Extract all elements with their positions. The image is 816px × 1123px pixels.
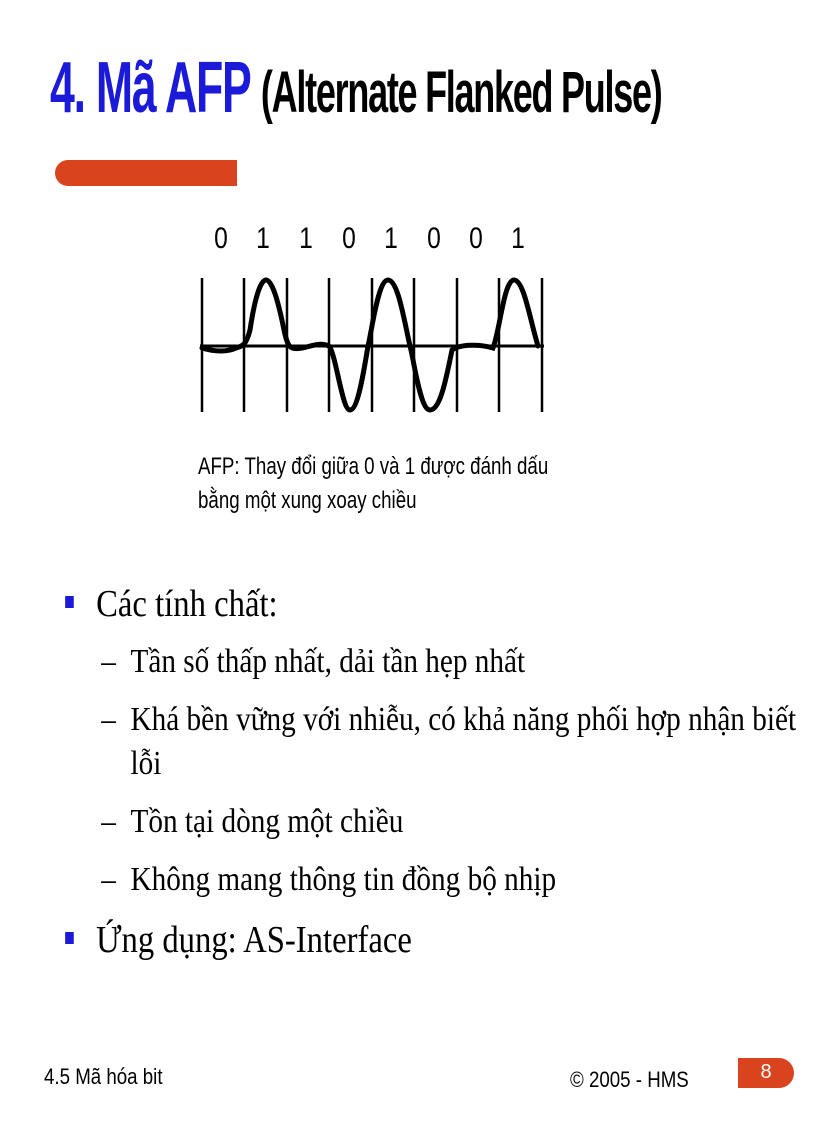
sub-bullet-text: Tồn tại dòng một chiều — [130, 803, 404, 840]
afp-signal-diagram — [190, 270, 560, 420]
title-subtitle: (Alternate Flanked Pulse) — [260, 60, 662, 125]
diagram-caption — [198, 450, 548, 518]
slide-content — [60, 580, 797, 976]
sub-bullet-text: Tần số thấp nhất, dải tần hẹp nhất — [130, 643, 526, 680]
slide-title — [50, 48, 662, 128]
bit-label: 1 — [384, 222, 398, 255]
caption-line-1: AFP: Thay đổi giữa 0 và 1 được đánh dấu — [198, 453, 549, 480]
footer-section: 4.5 Mã hóa bit — [44, 1064, 163, 1089]
bit-label: 0 — [469, 222, 483, 255]
bit-label: 1 — [511, 222, 525, 255]
sub-bullet-item — [60, 698, 816, 786]
bit-label: 1 — [299, 222, 313, 255]
bit-label: 0 — [214, 222, 228, 255]
accent-bar — [55, 160, 237, 186]
bit-label: 1 — [256, 222, 270, 255]
bit-label: 0 — [342, 222, 356, 255]
bullet-text: Các tính chất: — [96, 583, 278, 625]
bit-sequence — [0, 222, 816, 256]
title-main: 4. Mã AFP — [50, 48, 250, 128]
sub-bullet-text: Khá bền vững với nhiễu, có khả năng phối hợp nhận biết lỗi — [130, 701, 797, 782]
bit-label: 0 — [427, 222, 441, 255]
bullet-icon — [65, 596, 74, 608]
sub-bullet-item — [60, 640, 816, 684]
bullet-text: Ứng dụng: AS-Interface — [96, 919, 412, 961]
page-number: 8 — [738, 1058, 794, 1088]
dash-icon: – — [101, 643, 116, 680]
footer-copyright: © 2005 - HMS — [570, 1067, 689, 1092]
sub-bullet-text: Không mang thông tin đồng bộ nhịp — [130, 861, 557, 898]
sub-bullet-item — [60, 858, 816, 902]
bullet-item — [60, 580, 696, 628]
dash-icon: – — [101, 701, 116, 738]
caption-line-2: bằng một xung xoay chiều — [198, 487, 417, 514]
dash-icon: – — [101, 861, 116, 898]
dash-icon: – — [101, 803, 116, 840]
bullet-icon — [65, 932, 74, 944]
sub-bullet-item — [60, 800, 816, 844]
bullet-item — [60, 916, 696, 964]
